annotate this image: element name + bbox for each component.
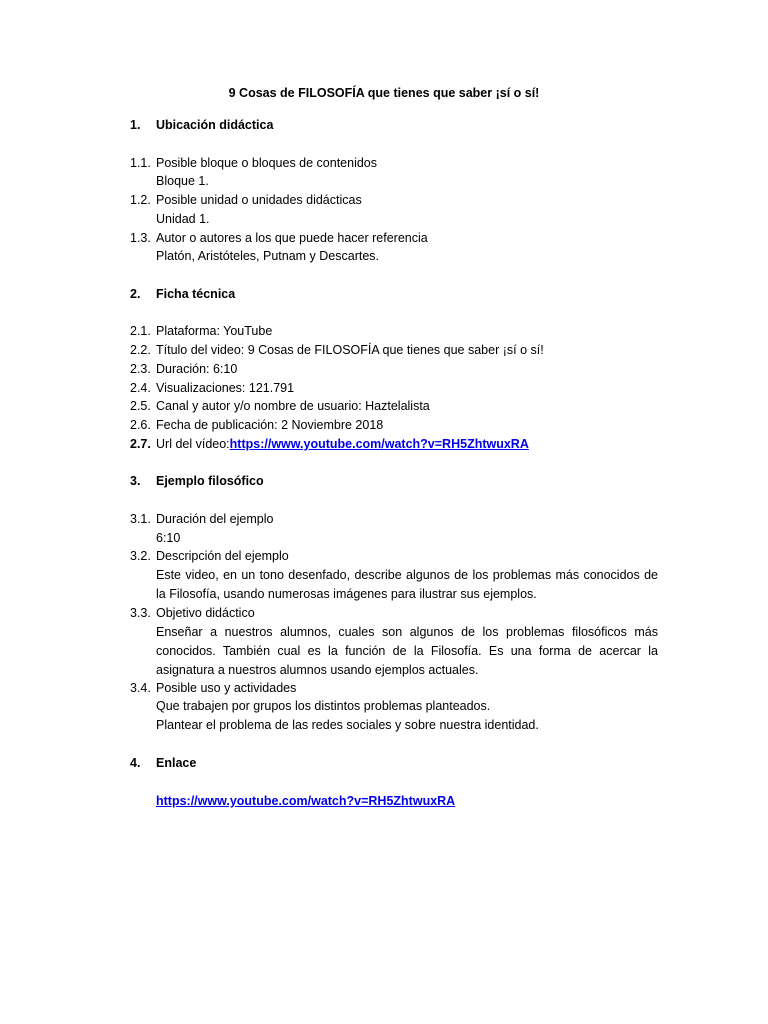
section-title: Ficha técnica xyxy=(156,287,236,301)
section-title: Ejemplo filosófico xyxy=(156,474,264,488)
item-text: Título del video: 9 Cosas de FILOSOFÍA que tienes que saber ¡sí o sí! xyxy=(156,343,544,357)
item-text: Canal y autor y/o nombre de usuario: Haztelalista xyxy=(156,399,430,413)
item-1-3-value: Platón, Aristóteles, Putnam y Descartes. xyxy=(156,249,380,263)
item-number: 2.3. xyxy=(130,362,151,376)
item-number: 1.2. xyxy=(130,193,151,207)
video-url-link[interactable]: https://www.youtube.com/watch?v=RH5ZhtwuxRA xyxy=(229,437,529,451)
item-text: Visualizaciones: 121.791 xyxy=(156,381,295,395)
item-text: Plataforma: YouTube xyxy=(156,324,273,338)
item-number: 3.2. xyxy=(130,549,151,563)
item-url-row xyxy=(156,435,529,454)
item-1-2-value: Unidad 1. xyxy=(156,212,210,226)
item-label: Posible bloque o bloques de contenidos xyxy=(156,156,378,170)
item-label: Posible unidad o unidades didácticas xyxy=(156,193,362,207)
section-number: 2. xyxy=(130,287,141,301)
section-number: 4. xyxy=(130,756,141,770)
section-title: Enlace xyxy=(156,756,197,770)
item-number: 2.2. xyxy=(130,343,151,357)
item-number: 1.3. xyxy=(130,231,151,245)
item-1-1-value: Bloque 1. xyxy=(156,174,209,188)
item-label: Objetivo didáctico xyxy=(156,606,255,620)
item-number: 2.5. xyxy=(130,399,151,413)
item-number: 1.1. xyxy=(130,156,151,170)
enlace-url-link[interactable]: https://www.youtube.com/watch?v=RH5ZhtwuxRA xyxy=(156,794,456,808)
item-label: Descripción del ejemplo xyxy=(156,549,289,563)
enlace-row xyxy=(156,792,658,811)
item-label: Autor o autores a los que puede hacer referencia xyxy=(156,231,428,245)
item-number: 3.4. xyxy=(130,681,151,695)
item-label: Url del vídeo: xyxy=(156,437,230,451)
item-number: 2.7. xyxy=(130,437,151,451)
item-label: Posible uso y actividades xyxy=(156,681,297,695)
section-title: Ubicación didáctica xyxy=(156,118,274,132)
item-3-3-value: Enseñar a nuestros alumnos, cuales son algunos de los problemas filosóficos más conocidos. También cual es la función de la Filosofía. Es una forma de acercar la asignatura a nuestros alumnos usando ejemplos actuales. xyxy=(156,625,658,677)
item-3-4-line-2: Plantear el problema de las redes sociales y sobre nuestra identidad. xyxy=(156,718,539,732)
item-3-1-value: 6:10 xyxy=(156,531,181,545)
item-3-4-line-1: Que trabajen por grupos los distintos problemas planteados. xyxy=(156,699,491,713)
item-number: 3.3. xyxy=(130,606,151,620)
item-number: 2.1. xyxy=(130,324,151,338)
item-number: 2.4. xyxy=(130,381,151,395)
item-number: 2.6. xyxy=(130,418,151,432)
item-text: Duración: 6:10 xyxy=(156,362,238,376)
item-3-2-value: Este video, en un tono desenfado, describe algunos de los problemas más conocidos de la Filosofía, usando numerosas imágenes para ilustrar sus ejemplos. xyxy=(156,568,658,601)
section-number: 3. xyxy=(130,474,141,488)
item-number: 3.1. xyxy=(130,512,151,526)
item-label: Duración del ejemplo xyxy=(156,512,274,526)
document-title: 9 Cosas de FILOSOFÍA que tienes que saber ¡sí o sí! xyxy=(228,86,540,100)
item-text: Fecha de publicación: 2 Noviembre 2018 xyxy=(156,418,384,432)
section-number: 1. xyxy=(130,118,141,132)
